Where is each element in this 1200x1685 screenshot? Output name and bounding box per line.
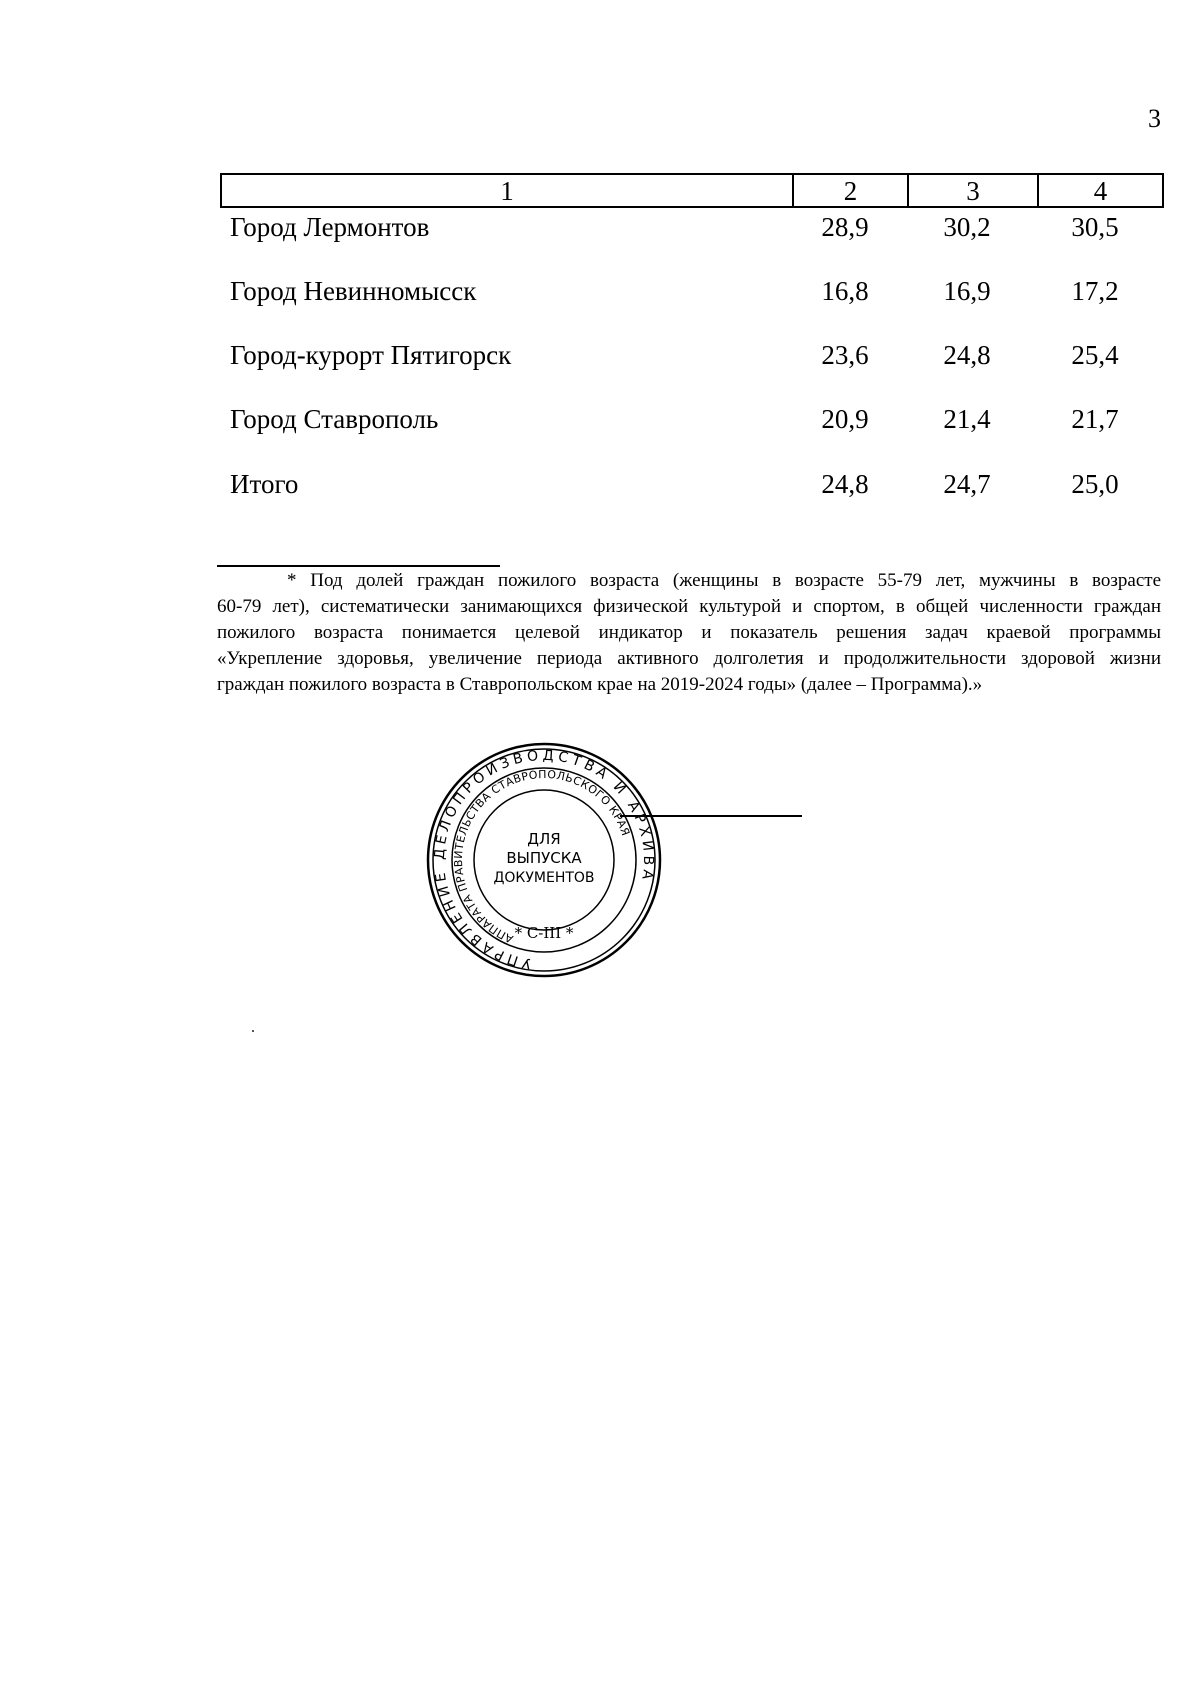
row-value-col3: 24,7 <box>943 469 991 499</box>
table-row-total <box>0 469 1200 509</box>
table-row <box>0 276 1200 316</box>
row-name: Город Ставрополь <box>230 404 439 434</box>
row-value-col4: 25,0 <box>1071 469 1119 499</box>
row-value-col2: 16,8 <box>821 276 869 306</box>
row-name: Итого <box>230 469 299 499</box>
column-number-2: 2 <box>793 174 908 207</box>
signature-line <box>620 815 802 817</box>
footnote-line: 60-79 лет), систематически занимающихся физической культурой и спортом, в общей численности граждан <box>217 596 1161 617</box>
footnote-separator <box>217 565 500 567</box>
stamp-center-line-1: ДЛЯ <box>527 830 561 848</box>
official-stamp <box>426 742 662 978</box>
row-value-col2: 24,8 <box>821 469 869 499</box>
stamp-center-line-3: ДОКУМЕНТОВ <box>493 870 595 886</box>
table-row <box>0 340 1200 380</box>
footnote-line: граждан пожилого возраста в Ставропольском крае на 2019-2024 годы» (далее – Программа).» <box>217 674 983 695</box>
footnote-line: пожилого возраста понимается целевой индикатор и показатель решения задач краевой программы <box>217 622 1161 643</box>
scan-speck <box>252 1030 254 1032</box>
column-number-1: 1 <box>221 174 793 207</box>
column-number-4: 4 <box>1038 174 1163 207</box>
row-value-col3: 21,4 <box>943 404 991 434</box>
stamp-outer-text: УПРАВЛЕНИЕ ДЕЛОПРОИЗВОДСТВА И АРХИВА <box>431 747 657 972</box>
row-value-col3: 24,8 <box>943 340 991 370</box>
row-name: Город-курорт Пятигорск <box>230 340 512 370</box>
row-value-col4: 17,2 <box>1071 276 1119 306</box>
stamp-code: * С-III * <box>514 924 574 942</box>
row-value-col3: 30,2 <box>943 212 991 242</box>
table-row <box>0 404 1200 444</box>
table-row <box>0 212 1200 252</box>
row-value-col4: 21,7 <box>1071 404 1119 434</box>
row-value-col2: 28,9 <box>821 212 869 242</box>
row-value-col4: 25,4 <box>1071 340 1119 370</box>
stamp-inner-text: АППАРАТА ПРАВИТЕЛЬСТВА СТАВРОПОЛЬСКОГО КРАЯ <box>451 767 633 946</box>
table-header <box>220 173 1164 208</box>
footnote-line: * Под долей граждан пожилого возраста (женщины в возрасте 55-79 лет, мужчины в возрасте <box>287 570 1161 591</box>
row-value-col3: 16,9 <box>943 276 991 306</box>
row-name: Город Лермонтов <box>230 212 430 242</box>
row-value-col4: 30,5 <box>1071 212 1119 242</box>
page-number: 3 <box>1148 104 1161 133</box>
stamp-center-line-2: ВЫПУСКА <box>506 849 582 867</box>
row-value-col2: 23,6 <box>821 340 869 370</box>
footnote <box>217 568 1161 698</box>
row-name: Город Невинномысск <box>230 276 477 306</box>
footnote-line: «Укрепление здоровья, увеличение периода активного долголетия и продолжительности здоровой жизни <box>217 648 1161 669</box>
column-number-3: 3 <box>908 174 1038 207</box>
row-value-col2: 20,9 <box>821 404 869 434</box>
